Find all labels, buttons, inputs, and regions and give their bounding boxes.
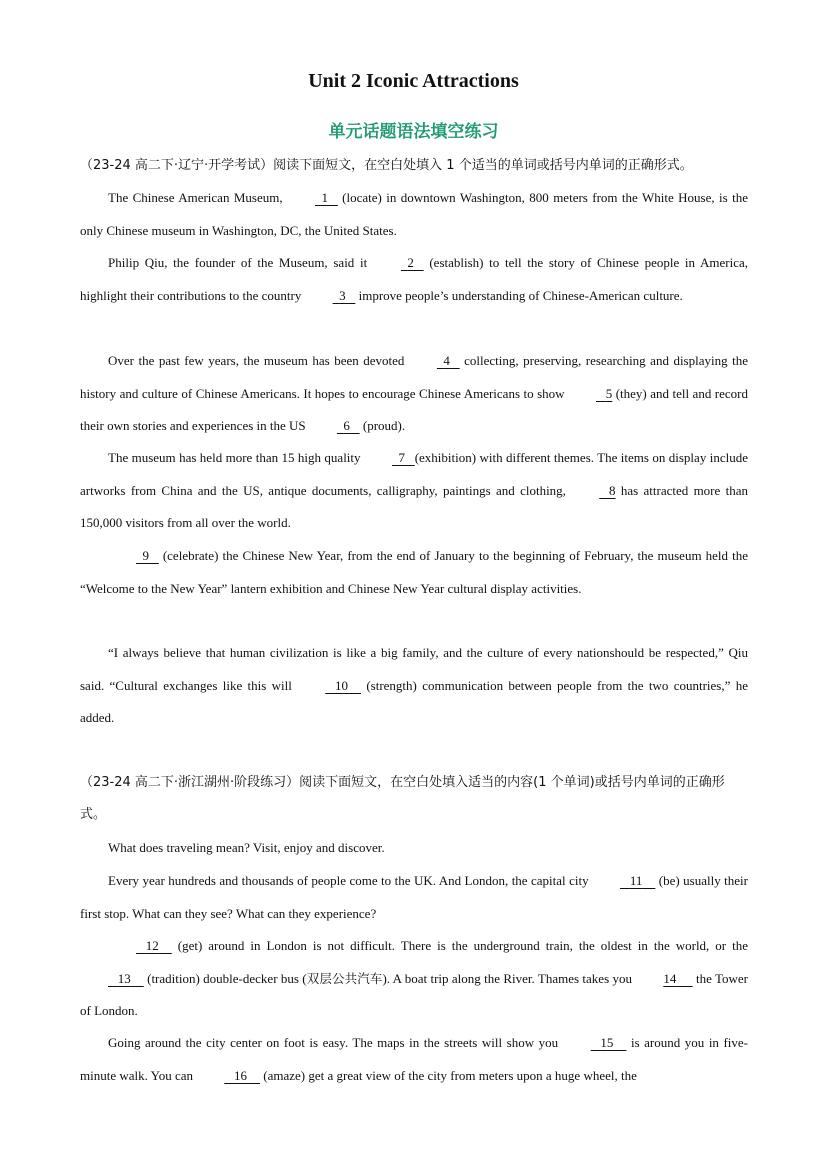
blank-10[interactable]: 10: [334, 677, 348, 693]
passage1-paragraph-3: Over the past few years, the museum has been devoted 4 collecting, preserving, researching and displaying the history and culture of Chinese Americans. It hopes to encourage Chinese Americans to show 5 (they) and tell and record their own stories and experiences in the US 6 (proud).: [80, 345, 748, 443]
blank-14[interactable]: 14: [663, 970, 677, 986]
blank-12[interactable]: 12: [145, 938, 159, 953]
blank-9[interactable]: 9: [142, 548, 149, 563]
passage1-paragraph-6: “I always believe that human civilization is like a big family, and the culture of every nationshould be respected,” Qiu said. “Cultural exchanges like this will 10 (strength) communication between people from the two countries,” he added.: [80, 645, 748, 725]
page-subtitle: 单元话题语法填空练习: [328, 122, 499, 142]
blank-15[interactable]: 15: [600, 1035, 614, 1050]
passage2-paragraph-2: Every year hundreds and thousands of people come to the UK. And London, the capital city 11 (be) usually their first stop. What can they see? What can they experience?: [80, 865, 748, 930]
passage2-paragraph-1: What does traveling mean? Visit, enjoy and discover.: [108, 840, 385, 855]
passage1-paragraph-5: 9 (celebrate) the Chinese New Year, from the end of January to the beginning of February, the museum held the “Welcome to the New Year” lantern exhibition and Chinese New Year cultural display activities.: [80, 540, 748, 605]
passage1-paragraph-4: The museum has held more than 15 high quality 7 (exhibition) with different themes. The items on display include artworks from China and the US, antique documents, calligraphy, paintings and clothing, 8 has attracted more than 150,000 visitors from all over the world.: [80, 442, 748, 540]
passage1-instruction: （23-24 高二下·辽宁·开学考试）阅读下面短文，在空白处填入 1 个适当的单词或括号内单词的正确形式。: [80, 158, 693, 173]
blank-3[interactable]: 3: [339, 287, 346, 303]
blank-1[interactable]: 1: [321, 190, 329, 205]
blank-7[interactable]: 7: [398, 450, 405, 465]
blank-11[interactable]: 11: [629, 873, 643, 888]
blank-13[interactable]: 13: [117, 970, 131, 986]
passage1-paragraph-2: Philip Qiu, the founder of the Museum, said it 2 (establish) to tell the story of Chinese people in America, highlight their contributions to the country 3 improve people’s understanding of Chinese-American culture.: [80, 247, 748, 312]
passage2-instruction: （23-24 高二下·浙江湖州·阶段练习）阅读下面短文，在空白处填入适当的内容(1 个单词)或括号内单词的正确形式。: [80, 775, 725, 822]
blank-4[interactable]: 4: [443, 353, 450, 368]
blank-2[interactable]: 2: [407, 255, 414, 270]
page-title: Unit 2 Iconic Attractions: [308, 70, 519, 92]
passage2-paragraph-4: Going around the city center on foot is easy. The maps in the streets will show you 15 is around you in five-minute walk. You can 16 (amaze) get a great view of the city from meters upon a huge wheel, the: [80, 1027, 748, 1092]
blank-6[interactable]: 6: [343, 418, 350, 433]
blank-5[interactable]: 5: [605, 385, 613, 401]
blank-8[interactable]: 8: [609, 482, 616, 498]
passage1-paragraph-1: The Chinese American Museum, 1 (locate) in downtown Washington, 800 meters from the White House, is the only Chinese museum in Washington, DC, the United States.: [80, 182, 748, 247]
passage2-paragraph-3: 12 (get) around in London is not difficult. There is the underground train, the oldest in the world, or the 13 (tradition) double-decker bus (双层公共汽车). A boat trip along the River. Thames takes you 14 the Tower of London.: [80, 930, 748, 1028]
blank-16[interactable]: 16: [234, 1067, 248, 1083]
